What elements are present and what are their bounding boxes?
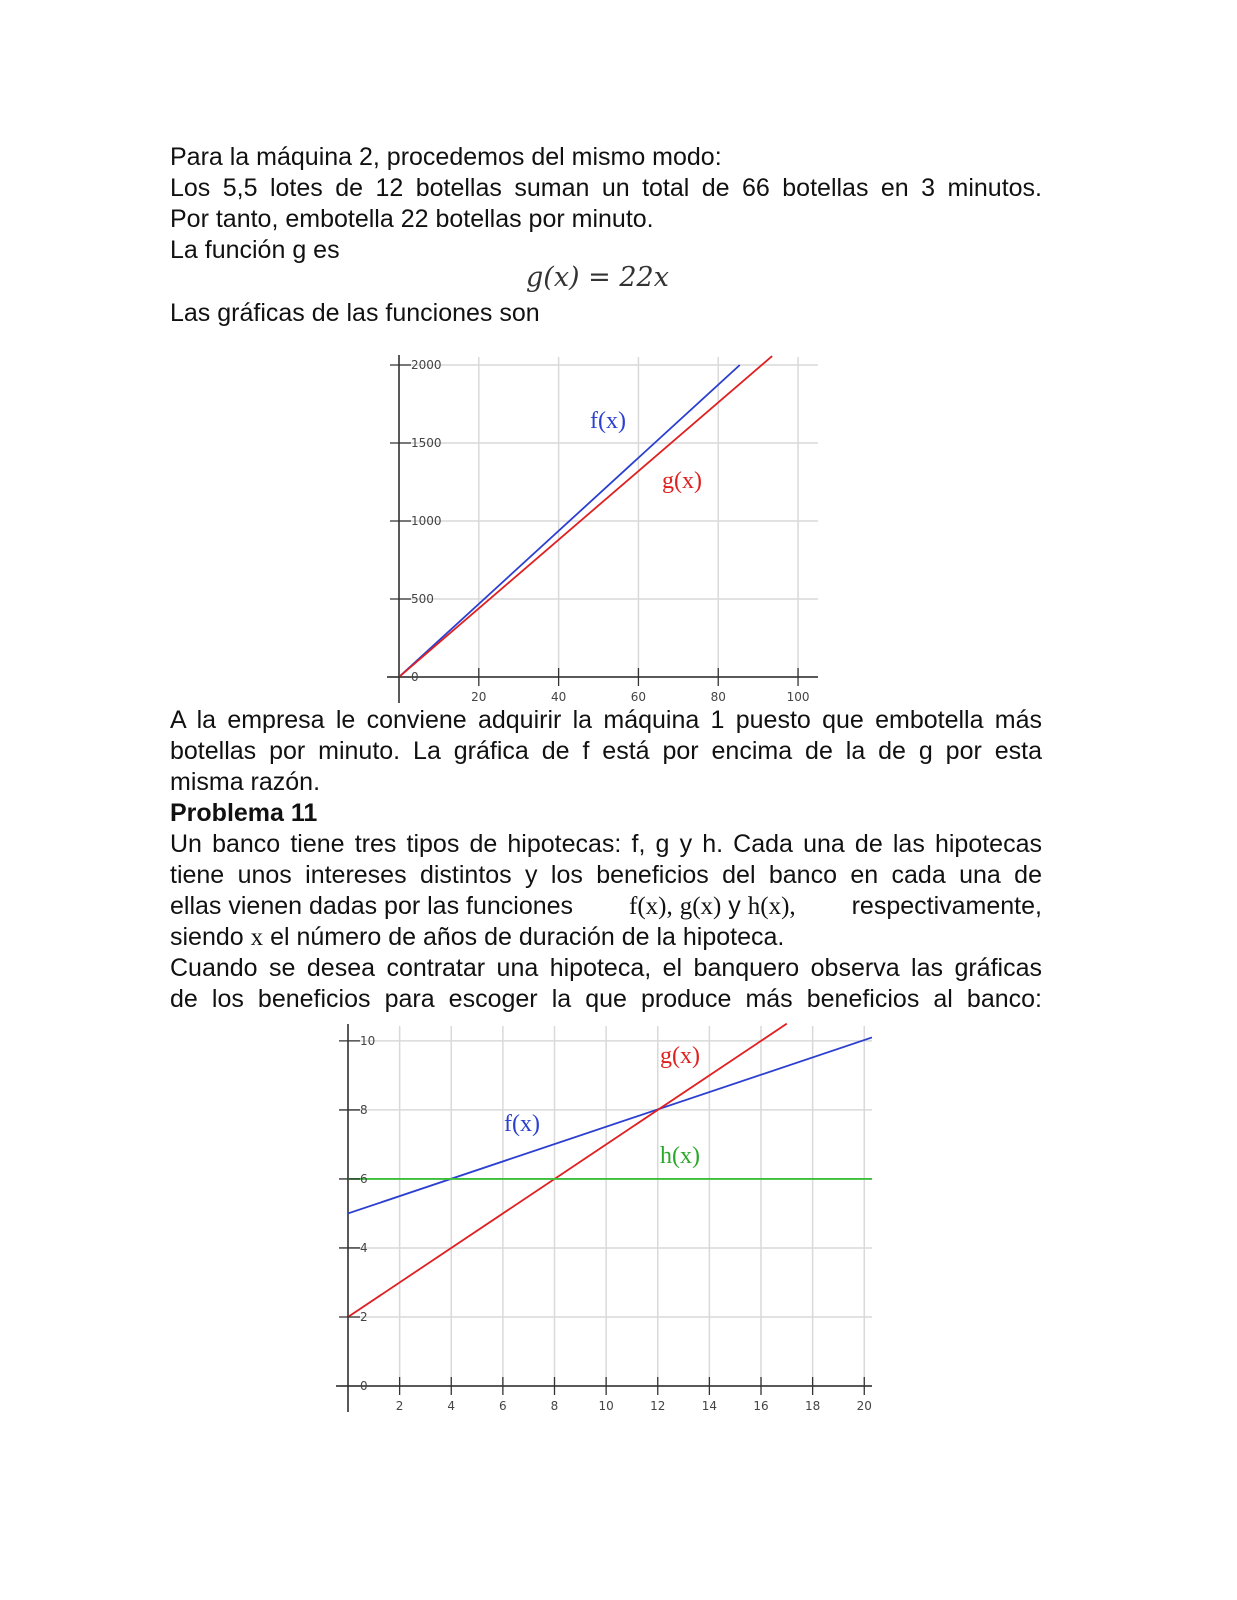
math-x: x — [250, 924, 264, 951]
x-tick-label: 12 — [650, 1399, 666, 1413]
paragraph-line: Los 5,5 lotes de 12 botellas suman un total de 66 botellas en 3 minutos. — [170, 174, 1042, 202]
x-tick-label: 2 — [395, 1399, 404, 1413]
y-tick-label: 2 — [360, 1309, 368, 1324]
text-run: ellas vienen dadas por las funciones — [170, 892, 574, 920]
paragraph-line: de los beneficios para escoger la que produce más beneficios al banco: — [170, 985, 1042, 1013]
x-tick-label: 16 — [753, 1399, 769, 1413]
series-label-g: g(x) — [662, 468, 702, 494]
x-tick-label: 80 — [710, 690, 726, 704]
x-tick-label: 18 — [804, 1399, 821, 1413]
paragraph-line: A la empresa le conviene adquirir la máquina 1 puesto que embotella más — [170, 706, 1042, 734]
x-tick-label: 20 — [856, 1399, 872, 1413]
text-run: el número de años de duración de la hipoteca. — [270, 923, 785, 951]
paragraph-line: La función g es — [170, 236, 340, 264]
paragraph-line — [170, 922, 1042, 953]
series-label-f: f(x) — [590, 408, 626, 434]
y-tick-label: 1000 — [411, 514, 442, 528]
paragraph-line: Un banco tiene tres tipos de hipotecas: f, g y h. Cada una de las hipotecas — [170, 830, 1042, 858]
text-run: respectivamente, — [851, 892, 1042, 920]
formula-g: g(x) = 22x — [526, 262, 669, 293]
section-heading: Problema 11 — [170, 799, 318, 827]
y-tick-label: 2000 — [411, 358, 442, 372]
paragraph-line: misma razón. — [170, 768, 321, 796]
x-tick-label: 6 — [499, 1399, 507, 1413]
x-tick-label: 20 — [471, 690, 487, 704]
paragraph-line: tiene unos intereses distintos y los beneficios del banco en cada una de — [170, 861, 1042, 889]
text-run: y — [728, 892, 741, 920]
y-tick-label: 0 — [411, 670, 419, 684]
paragraph-line: Por tanto, embotella 22 botellas por minuto. — [170, 205, 654, 233]
x-tick-label: 8 — [550, 1399, 559, 1413]
x-tick-label: 10 — [598, 1399, 614, 1413]
x-tick-label: 4 — [447, 1399, 456, 1413]
text-run — [629, 891, 796, 922]
paragraph-line: Para la máquina 2, procedemos del mismo modo: — [170, 143, 722, 171]
paragraph-line: Las gráficas de las funciones son — [170, 299, 540, 327]
series-label-f: f(x) — [504, 1111, 540, 1137]
series-line — [348, 1037, 872, 1213]
series-line — [348, 1024, 787, 1317]
paragraph-line: Cuando se desea contratar una hipoteca, el banquero observa las gráficas — [170, 954, 1042, 982]
y-tick-label: 1500 — [411, 436, 442, 450]
y-tick-label: 4 — [360, 1240, 368, 1255]
x-tick-label: 40 — [550, 690, 567, 704]
paragraph-line — [170, 891, 1042, 922]
x-tick-label: 60 — [630, 690, 647, 704]
chart-bottles — [382, 352, 830, 706]
chart-mortgages — [330, 1012, 880, 1422]
math-f: f(x), — [629, 893, 673, 920]
y-tick-label: 10 — [360, 1033, 376, 1048]
series-label-h: h(x) — [660, 1143, 700, 1169]
x-tick-label: 14 — [701, 1399, 718, 1413]
math-h: h(x), — [747, 893, 796, 920]
y-tick-label: 6 — [360, 1171, 368, 1186]
paragraph-line: botellas por minuto. La gráfica de f está por encima de la de g por esta — [170, 737, 1042, 765]
math-g: g(x) — [679, 893, 722, 920]
series-label-g: g(x) — [660, 1043, 700, 1069]
y-tick-label: 500 — [411, 592, 434, 606]
x-tick-label: 100 — [786, 690, 810, 704]
y-tick-label: 0 — [360, 1379, 368, 1393]
y-tick-label: 8 — [360, 1102, 368, 1117]
series-line — [399, 356, 772, 677]
text-run: siendo — [170, 923, 244, 951]
